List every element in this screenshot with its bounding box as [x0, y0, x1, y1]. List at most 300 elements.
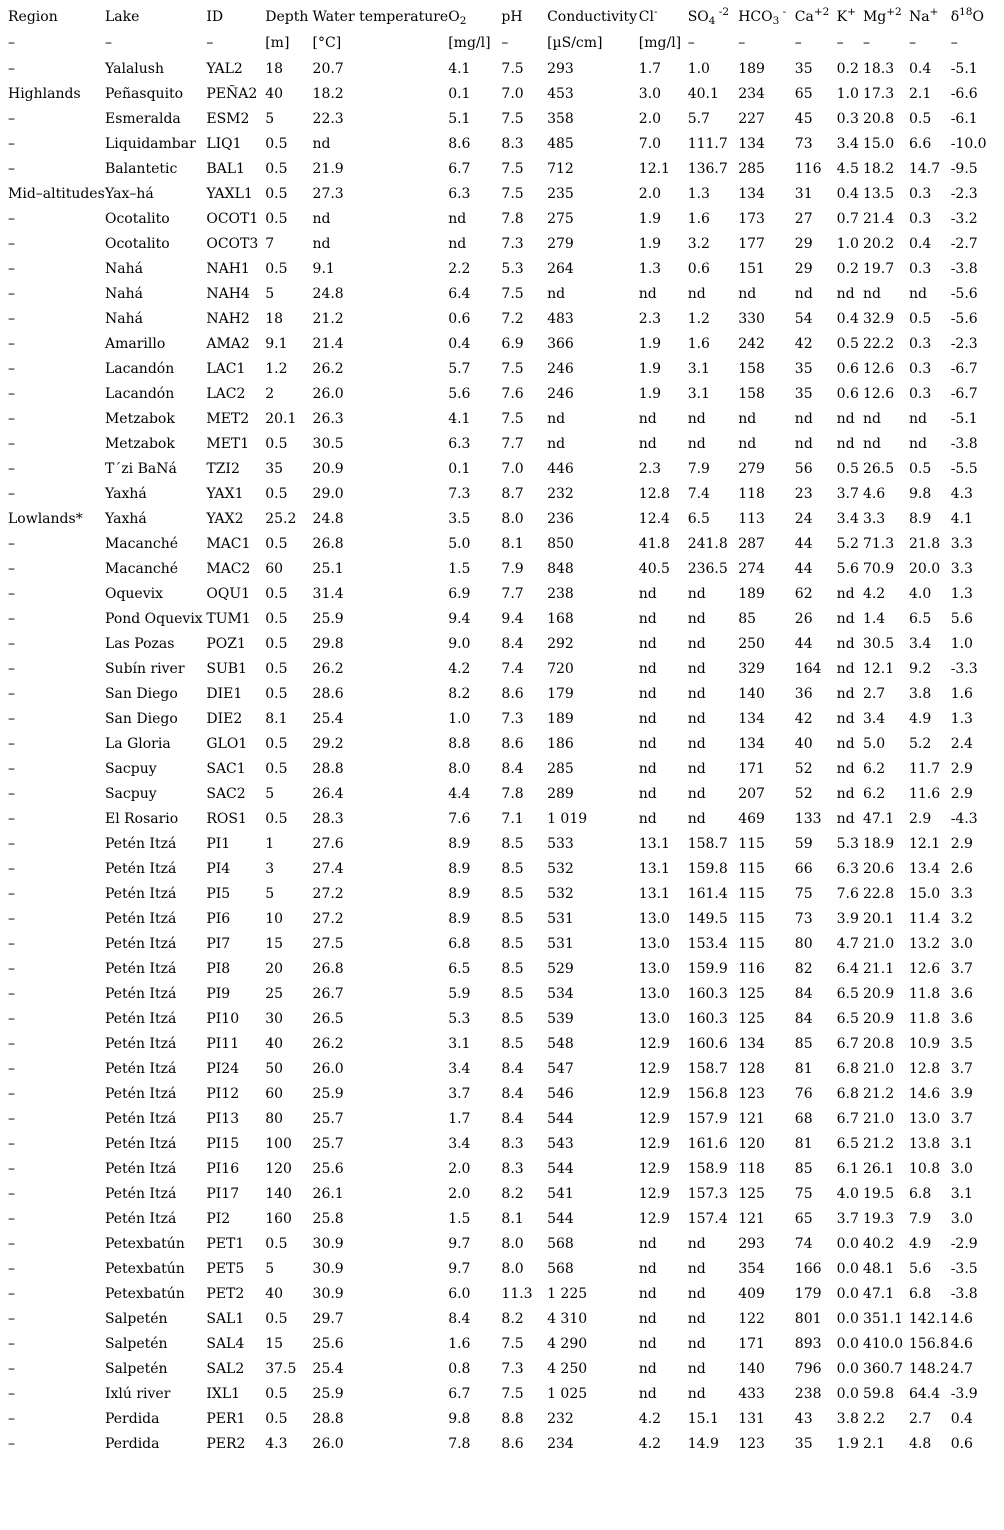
- table-cell: Petén Itzá: [104, 1161, 177, 1177]
- table-row: [8, 586, 1004, 611]
- table-cell: 7.5: [501, 186, 524, 202]
- table-cell: 366: [547, 336, 574, 352]
- table-cell: 81: [794, 1061, 813, 1077]
- table-cell: 125: [738, 1186, 765, 1202]
- table-cell: 329: [738, 661, 765, 677]
- table-cell: 44: [794, 636, 813, 652]
- table-cell: 5.7: [687, 111, 710, 127]
- table-cell: 20.9: [312, 461, 344, 477]
- table-cell: 29.2: [312, 736, 344, 752]
- table-row: [8, 686, 1004, 711]
- table-cell: 289: [547, 786, 574, 802]
- table-cell: 25.9: [312, 1386, 344, 1402]
- table-cell: 9.8: [908, 486, 932, 502]
- table-cell: Petén Itzá: [104, 911, 177, 927]
- table-cell: 3.9: [950, 1086, 973, 1102]
- table-cell: Las Pozas: [104, 636, 175, 652]
- table-cell: 1.0: [687, 61, 710, 77]
- header-row: [8, 9, 1004, 35]
- table-cell: 2.3: [638, 461, 662, 477]
- table-cell: 5.3: [448, 1011, 471, 1027]
- table-cell: 7.3: [501, 711, 524, 727]
- table-cell: 6.3: [448, 186, 471, 202]
- table-cell: 1.7: [448, 1111, 471, 1127]
- table-cell: 20.1: [265, 411, 297, 427]
- table-cell: 59: [794, 836, 813, 852]
- table-cell: 3.6: [950, 986, 973, 1002]
- table-row: [8, 336, 1004, 361]
- table-cell: 36: [794, 686, 813, 702]
- table-cell: 12.9: [638, 1136, 670, 1152]
- table-cell: 13.0: [638, 911, 670, 927]
- table-cell: –: [8, 486, 15, 502]
- table-cell: Petén Itzá: [104, 1211, 177, 1227]
- table-cell: 3.1: [448, 1036, 471, 1052]
- table-cell: 7.7: [501, 436, 524, 452]
- table-cell: –: [8, 786, 15, 802]
- table-cell: 5: [265, 1261, 275, 1277]
- unit-cell: –: [501, 35, 509, 51]
- table-cell: Yax–há: [104, 186, 154, 202]
- table-cell: -2.9: [950, 1236, 978, 1252]
- table-cell: 20.9: [862, 1011, 895, 1027]
- table-cell: 0.5: [265, 636, 288, 652]
- table-cell: 25.9: [312, 1086, 344, 1102]
- table-cell: YAL2: [206, 61, 243, 77]
- table-cell: –: [8, 1186, 15, 1202]
- table-cell: 30.9: [312, 1261, 344, 1277]
- table-cell: 4.1: [448, 411, 471, 427]
- table-cell: 8.6: [501, 1436, 524, 1452]
- table-cell: 23: [794, 486, 813, 502]
- table-cell: 3.3: [950, 536, 973, 552]
- table-cell: nd: [836, 636, 855, 652]
- table-cell: -3.9: [950, 1386, 978, 1402]
- table-cell: –: [8, 1211, 15, 1227]
- table-cell: 5.9: [448, 986, 471, 1002]
- table-cell: nd: [638, 586, 657, 602]
- table-cell: nd: [687, 1386, 706, 1402]
- table-cell: 52: [794, 786, 813, 802]
- table-cell: 246: [547, 361, 574, 377]
- table-cell: –: [8, 1386, 15, 1402]
- table-cell: 446: [547, 461, 574, 477]
- table-cell: 27.2: [312, 911, 344, 927]
- table-cell: 0.4: [950, 1411, 973, 1427]
- table-cell: 3.7: [950, 961, 973, 977]
- table-cell: PI1: [206, 836, 231, 852]
- table-cell: 24.8: [312, 286, 344, 302]
- table-cell: nd: [638, 1336, 657, 1352]
- table-cell: nd: [687, 1236, 706, 1252]
- table-cell: 148.2: [908, 1361, 950, 1377]
- table-cell: 0.4: [448, 336, 471, 352]
- table-cell: 7: [265, 236, 275, 252]
- table-cell: –: [8, 411, 15, 427]
- table-row: [8, 961, 1004, 986]
- table-cell: 0.3: [908, 386, 932, 402]
- table-row: [8, 1061, 1004, 1086]
- col-header-d18o: $\delta^{18}O$: [950, 6, 984, 25]
- table-cell: –: [8, 661, 15, 677]
- table-cell: –: [8, 361, 15, 377]
- table-cell: 7.6: [501, 386, 524, 402]
- table-cell: 13.1: [638, 886, 670, 902]
- table-cell: SAL2: [206, 1361, 245, 1377]
- table-cell: 227: [738, 111, 765, 127]
- table-cell: 0.5: [836, 461, 859, 477]
- col-header-hco3: $HCO_3$ -: [738, 6, 787, 27]
- table-cell: nd: [638, 1261, 657, 1277]
- table-row: [8, 1386, 1004, 1411]
- table-cell: 8.1: [501, 1211, 524, 1227]
- table-cell: 131: [738, 1411, 765, 1427]
- table-cell: 532: [547, 886, 574, 902]
- table-cell: SAC1: [206, 761, 246, 777]
- table-cell: OCOT3: [206, 236, 259, 252]
- table-cell: 3.4: [908, 636, 932, 652]
- unit-cell: –: [104, 35, 112, 51]
- table-cell: 8.0: [501, 1236, 524, 1252]
- table-cell: MAC2: [206, 561, 251, 577]
- table-cell: 40.1: [687, 86, 719, 102]
- table-cell: 3.0: [950, 1211, 973, 1227]
- table-cell: PET5: [206, 1261, 245, 1277]
- table-cell: nd: [687, 761, 706, 777]
- table-cell: 6.4: [448, 286, 471, 302]
- table-cell: 76: [794, 1086, 813, 1102]
- table-row: [8, 1411, 1004, 1436]
- table-cell: 4 310: [547, 1311, 588, 1327]
- table-cell: -4.3: [950, 811, 978, 827]
- table-cell: 1.9: [638, 236, 662, 252]
- table-cell: 4.2: [638, 1436, 662, 1452]
- table-cell: 158.7: [687, 1061, 728, 1077]
- table-cell: 1.6: [448, 1336, 471, 1352]
- table-cell: 64.4: [908, 1386, 941, 1402]
- table-cell: 6.0: [448, 1286, 471, 1302]
- table-cell: 7.5: [501, 111, 524, 127]
- table-cell: nd: [687, 736, 706, 752]
- table-cell: nd: [687, 411, 706, 427]
- table-cell: 3.9: [836, 911, 859, 927]
- table-cell: 568: [547, 1236, 574, 1252]
- table-cell: 358: [547, 111, 574, 127]
- table-cell: nd: [862, 286, 881, 302]
- table-cell: 0.5: [265, 136, 288, 152]
- table-cell: 25.7: [312, 1136, 344, 1152]
- table-row: [8, 611, 1004, 636]
- table-cell: 469: [738, 811, 765, 827]
- table-cell: nd: [638, 436, 657, 452]
- table-cell: 5: [265, 886, 275, 902]
- table-cell: Balantetic: [104, 161, 178, 177]
- table-cell: 7.5: [501, 361, 524, 377]
- table-cell: 74: [794, 1236, 813, 1252]
- table-cell: 3.4: [448, 1061, 471, 1077]
- table-cell: 27.6: [312, 836, 344, 852]
- table-cell: 8.5: [501, 1011, 524, 1027]
- table-row: [8, 1311, 1004, 1336]
- table-cell: 29: [794, 261, 813, 277]
- table-cell: 0.0: [836, 1236, 859, 1252]
- table-cell: 3.0: [950, 936, 973, 952]
- table-cell: nd: [794, 436, 813, 452]
- table-cell: 0.3: [908, 261, 932, 277]
- table-cell: 287: [738, 536, 765, 552]
- table-cell: nd: [687, 636, 706, 652]
- table-cell: 44: [794, 536, 813, 552]
- table-cell: 531: [547, 936, 574, 952]
- table-cell: 0.5: [908, 311, 932, 327]
- table-cell: IXL1: [206, 1386, 241, 1402]
- table-cell: PI17: [206, 1186, 240, 1202]
- table-cell: 285: [738, 161, 765, 177]
- table-cell: 14.9: [687, 1436, 719, 1452]
- table-cell: –: [8, 636, 15, 652]
- table-cell: 0.6: [950, 1436, 973, 1452]
- table-cell: 330: [738, 311, 765, 327]
- table-cell: nd: [547, 436, 566, 452]
- table-cell: 235: [547, 186, 574, 202]
- table-cell: 4.3: [950, 486, 973, 502]
- table-cell: nd: [687, 661, 706, 677]
- table-row: [8, 561, 1004, 586]
- table-cell: Petexbatún: [104, 1236, 185, 1252]
- table-cell: –: [8, 711, 15, 727]
- table-cell: MAC1: [206, 536, 251, 552]
- table-cell: 2.7: [862, 686, 886, 702]
- table-cell: 0.5: [265, 186, 288, 202]
- table-cell: 7.9: [501, 561, 524, 577]
- table-cell: -5.1: [950, 411, 978, 427]
- table-cell: 13.5: [862, 186, 895, 202]
- table-cell: 0.4: [836, 311, 859, 327]
- table-cell: 543: [547, 1136, 574, 1152]
- table-cell: 8.0: [501, 1261, 524, 1277]
- table-cell: 27.2: [312, 886, 344, 902]
- table-cell: nd: [836, 286, 855, 302]
- table-cell: 8.0: [448, 761, 471, 777]
- table-cell: 13.1: [638, 861, 670, 877]
- table-cell: 547: [547, 1061, 574, 1077]
- table-cell: 1.3: [950, 711, 973, 727]
- table-cell: 285: [547, 761, 574, 777]
- table-cell: 24.8: [312, 511, 344, 527]
- table-cell: 4.6: [950, 1336, 973, 1352]
- table-cell: nd: [836, 786, 855, 802]
- table-cell: Highlands: [8, 86, 81, 102]
- table-cell: PI16: [206, 1161, 240, 1177]
- table-cell: 10.9: [908, 1036, 941, 1052]
- table-cell: nd: [687, 286, 706, 302]
- table-cell: 6.1: [836, 1161, 859, 1177]
- table-cell: –: [8, 1011, 15, 1027]
- table-cell: 12.1: [638, 161, 670, 177]
- table-cell: 2: [265, 386, 275, 402]
- table-cell: 47.1: [862, 1286, 895, 1302]
- table-cell: 45: [794, 111, 813, 127]
- table-cell: 6.3: [448, 436, 471, 452]
- table-cell: 26.7: [312, 986, 344, 1002]
- table-cell: 1.9: [638, 211, 662, 227]
- table-cell: Petén Itzá: [104, 1086, 177, 1102]
- table-cell: 156.8: [687, 1086, 728, 1102]
- table-cell: 115: [738, 886, 765, 902]
- table-cell: 26.2: [312, 661, 344, 677]
- table-row: [8, 211, 1004, 236]
- table-cell: 179: [794, 1286, 822, 1302]
- table-cell: nd: [547, 411, 566, 427]
- table-cell: Lacandón: [104, 361, 175, 377]
- table-cell: PER2: [206, 1436, 246, 1452]
- table-cell: 118: [738, 486, 765, 502]
- table-cell: 25: [265, 986, 284, 1002]
- table-cell: 173: [738, 211, 765, 227]
- table-cell: 7.0: [638, 136, 662, 152]
- table-cell: 44: [794, 561, 813, 577]
- table-cell: 25.4: [312, 711, 344, 727]
- col-header-depth: Depth: [265, 9, 309, 25]
- table-cell: 3.6: [950, 1011, 973, 1027]
- table-cell: 121: [738, 1211, 765, 1227]
- table-cell: 85: [738, 611, 757, 627]
- table-cell: 3.7: [950, 1111, 973, 1127]
- table-cell: nd: [638, 811, 657, 827]
- table-cell: nd: [312, 136, 331, 152]
- table-cell: 12.9: [638, 1186, 670, 1202]
- table-row: [8, 1286, 1004, 1311]
- table-cell: Petén Itzá: [104, 936, 177, 952]
- table-cell: 12.6: [862, 361, 895, 377]
- unit-cell: –: [836, 35, 844, 51]
- table-cell: -3.2: [950, 211, 978, 227]
- table-cell: 6.7: [836, 1111, 859, 1127]
- col-header-k: K+: [836, 6, 856, 25]
- table-cell: 8.5: [501, 986, 524, 1002]
- table-cell: 151: [738, 261, 765, 277]
- table-cell: 6.8: [908, 1286, 932, 1302]
- table-cell: 0.5: [265, 486, 288, 502]
- table-cell: 483: [547, 311, 574, 327]
- table-cell: 159.8: [687, 861, 728, 877]
- table-cell: 121: [738, 1111, 765, 1127]
- table-cell: 73: [794, 136, 813, 152]
- table-cell: 8.6: [448, 136, 471, 152]
- table-cell: 60: [265, 561, 284, 577]
- table-row: [8, 1086, 1004, 1111]
- table-cell: 4.1: [448, 61, 471, 77]
- table-cell: El Rosario: [104, 811, 179, 827]
- table-cell: San Diego: [104, 686, 178, 702]
- table-cell: nd: [638, 761, 657, 777]
- table-cell: nd: [687, 1336, 706, 1352]
- table-cell: SAL1: [206, 1311, 245, 1327]
- table-cell: 21.4: [312, 336, 344, 352]
- table-cell: Sacpuy: [104, 761, 157, 777]
- table-cell: YAXL1: [206, 186, 253, 202]
- table-row: [8, 361, 1004, 386]
- table-cell: -3.8: [950, 436, 978, 452]
- table-cell: Pond Oquevix: [104, 611, 203, 627]
- table-cell: 0.0: [836, 1386, 859, 1402]
- table-cell: 0.0: [836, 1286, 859, 1302]
- table-cell: La Gloria: [104, 736, 171, 752]
- table-cell: 1.6: [950, 686, 973, 702]
- table-cell: 539: [547, 1011, 574, 1027]
- table-cell: 7.6: [448, 811, 471, 827]
- table-cell: 7.8: [448, 1436, 471, 1452]
- table-cell: Petén Itzá: [104, 961, 177, 977]
- table-cell: BAL1: [206, 161, 245, 177]
- table-cell: 18: [265, 311, 284, 327]
- table-cell: 3.7: [950, 1061, 973, 1077]
- table-cell: 0.4: [836, 186, 859, 202]
- table-cell: 1.2: [687, 311, 710, 327]
- table-cell: 6.7: [448, 161, 471, 177]
- table-cell: 5: [265, 786, 275, 802]
- col-header-o2: $O_2$: [448, 9, 467, 27]
- table-cell: 125: [738, 986, 765, 1002]
- table-cell: Macanché: [104, 561, 178, 577]
- table-cell: nd: [687, 586, 706, 602]
- table-cell: -2.3: [950, 336, 978, 352]
- table-cell: 125: [738, 1011, 765, 1027]
- table-cell: 26.1: [312, 1186, 344, 1202]
- table-cell: –: [8, 836, 15, 852]
- table-cell: 115: [738, 911, 765, 927]
- table-cell: –: [8, 1311, 15, 1327]
- table-cell: 21.9: [312, 161, 344, 177]
- table-cell: MET2: [206, 411, 250, 427]
- table-cell: Salpetén: [104, 1311, 168, 1327]
- table-cell: 25.6: [312, 1161, 344, 1177]
- table-cell: 2.2: [862, 1411, 886, 1427]
- table-cell: Nahá: [104, 311, 143, 327]
- table-cell: 12.9: [638, 1161, 670, 1177]
- table-cell: 15: [265, 1336, 284, 1352]
- table-cell: 3.4: [836, 511, 859, 527]
- table-cell: 7.6: [836, 886, 859, 902]
- table-cell: 250: [738, 636, 765, 652]
- table-cell: 9.7: [448, 1261, 471, 1277]
- table-cell: 8.8: [501, 1411, 524, 1427]
- table-cell: 7.5: [501, 1336, 524, 1352]
- table-cell: 171: [738, 1336, 765, 1352]
- table-cell: nd: [687, 711, 706, 727]
- table-cell: 5.1: [448, 111, 471, 127]
- table-cell: 14.6: [908, 1086, 941, 1102]
- table-cell: Ocotalito: [104, 211, 170, 227]
- table-cell: -5.6: [950, 311, 978, 327]
- table-cell: 140: [738, 1361, 765, 1377]
- table-cell: 20.8: [862, 111, 895, 127]
- table-cell: 157.4: [687, 1211, 728, 1227]
- table-row: [8, 1361, 1004, 1386]
- table-cell: 0.6: [687, 261, 710, 277]
- table-cell: 8.4: [448, 1311, 471, 1327]
- table-cell: 6.5: [908, 611, 932, 627]
- table-cell: 18.2: [312, 86, 344, 102]
- table-cell: 134: [738, 711, 765, 727]
- table-cell: –: [8, 336, 15, 352]
- table-cell: 18.2: [862, 161, 895, 177]
- table-cell: 29.8: [312, 636, 344, 652]
- table-cell: 0.5: [265, 436, 288, 452]
- table-cell: 0.6: [448, 311, 471, 327]
- table-cell: 25.1: [312, 561, 344, 577]
- table-cell: 1.5: [448, 561, 471, 577]
